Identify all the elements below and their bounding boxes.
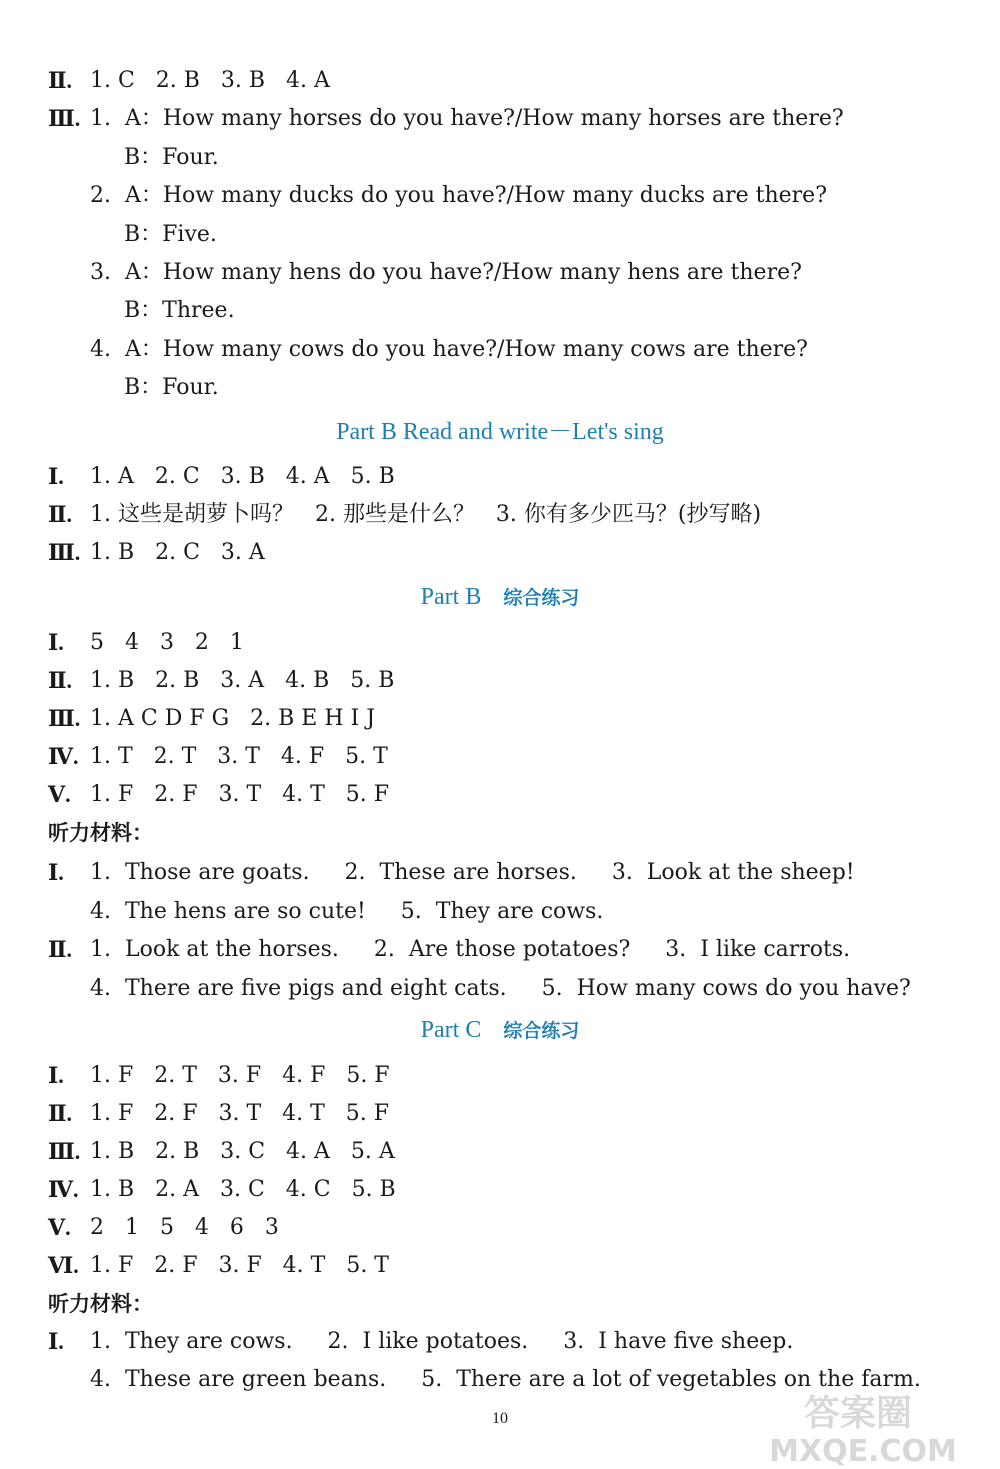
answer-text: 1. T 2. T 3. T 4. F 5. T	[90, 744, 388, 769]
answer-text: 1. B 2. A 3. C 4. C 5. B	[90, 1177, 396, 1202]
heading-cn-text: 综合练习	[503, 1020, 580, 1042]
roman-numeral: Ⅳ.	[48, 744, 79, 769]
roman-numeral: Ⅱ.	[48, 68, 73, 93]
roman-numeral: Ⅲ.	[48, 1139, 81, 1164]
roman-numeral: Ⅳ.	[48, 1177, 79, 1202]
roman-numeral: Ⅵ.	[48, 1253, 79, 1278]
roman-numeral: Ⅱ.	[48, 1101, 73, 1126]
answer-text: 1. F 2. F 3. T 4. T 5. F	[90, 782, 389, 807]
answer-text: 4. There are five pigs and eight cats. 5. How many cows do you have?	[90, 975, 911, 1001]
heading-cn-text: 综合练习	[503, 587, 580, 609]
listening-label-1: 听力材料：	[48, 821, 153, 845]
answer-text: 1. F 2. F 3. F 4. T 5. T	[90, 1253, 389, 1278]
listening-label-2: 听力材料：	[48, 1292, 153, 1316]
answer-text: 5 4 3 2 1	[90, 630, 244, 655]
answer-text: 1. A 2. C 3. B 4. A 5. B	[90, 464, 395, 489]
roman-numeral: Ⅱ.	[48, 937, 73, 962]
answer-text: 1. 这些是胡萝卜吗？ 2. 那些是什么？ 3. 你有多少匹马？(抄写略)	[90, 502, 762, 527]
answer-text: 2 1 5 4 6 3	[90, 1215, 279, 1240]
heading-part-b-exercise	[0, 575, 1000, 619]
answer-text: B：Four.	[124, 375, 219, 401]
answer-text: 2. A：How many ducks do you have?/How many ducks are there?	[90, 183, 827, 209]
answer-text: B：Five.	[124, 221, 217, 247]
heading-text: Part C	[420, 1017, 482, 1043]
page-number: 10	[492, 1410, 508, 1427]
roman-numeral: Ⅲ.	[48, 540, 81, 565]
heading-text: Part B	[420, 584, 482, 610]
roman-numeral: Ⅰ.	[48, 860, 64, 885]
roman-numeral: Ⅰ.	[48, 1329, 64, 1354]
roman-numeral: Ⅰ.	[48, 464, 64, 489]
answer-text: 1. Those are goats. 2. These are horses. 3. Look at the sheep!	[90, 860, 855, 885]
roman-numeral: Ⅲ.	[48, 106, 81, 132]
roman-numeral: Ⅲ.	[48, 706, 81, 731]
answer-text: 1. They are cows. 2. I like potatoes. 3. I have five sheep.	[90, 1329, 794, 1354]
roman-numeral: Ⅱ.	[48, 502, 73, 527]
answer-text: 1. B 2. B 3. C 4. A 5. A	[90, 1139, 395, 1164]
roman-numeral: Ⅰ.	[48, 630, 64, 655]
answer-text: 1. Look at the horses. 2. Are those potatoes? 3. I like carrots.	[90, 937, 851, 962]
answer-text: 1. F 2. T 3. F 4. F 5. F	[90, 1063, 390, 1088]
answer-text: 3. A：How many hens do you have?/How many hens are there?	[90, 260, 802, 285]
answer-text: 1. C 2. B 3. B 4. A	[90, 68, 330, 93]
heading-text: Part B Read and write－Let's sing	[336, 419, 664, 445]
answer-text: B：Four.	[124, 144, 219, 170]
watermark-en: MXQE.COM	[769, 1434, 957, 1469]
answer-text: 4. A：How many cows do you have?/How many cows are there?	[90, 336, 808, 362]
answer-text: 1. B 2. C 3. A	[90, 540, 265, 565]
answer-text: 1. A C D F G 2. B E H I J	[90, 706, 376, 731]
roman-numeral: Ⅴ.	[48, 1215, 71, 1240]
answer-text: 4. The hens are so cute! 5. They are cows.	[90, 898, 604, 924]
answer-text: 1. B 2. B 3. A 4. B 5. B	[90, 668, 395, 693]
answer-text: B：Three.	[124, 298, 235, 324]
watermark-cn: 答案圈	[803, 1393, 913, 1434]
answer-text: 4. These are green beans. 5. There are a lot of vegetables on the farm.	[90, 1367, 921, 1392]
roman-numeral: Ⅰ.	[48, 1063, 64, 1088]
watermark-logo	[738, 1385, 988, 1469]
heading-part-c-exercise	[0, 1008, 1000, 1052]
roman-numeral: Ⅱ.	[48, 668, 73, 693]
roman-numeral: Ⅴ.	[48, 782, 71, 807]
answer-text: 1. F 2. F 3. T 4. T 5. F	[90, 1101, 389, 1126]
heading-part-b-read-write	[0, 410, 1000, 454]
answer-text: 1. A：How many horses do you have?/How many horses are there?	[90, 106, 844, 132]
